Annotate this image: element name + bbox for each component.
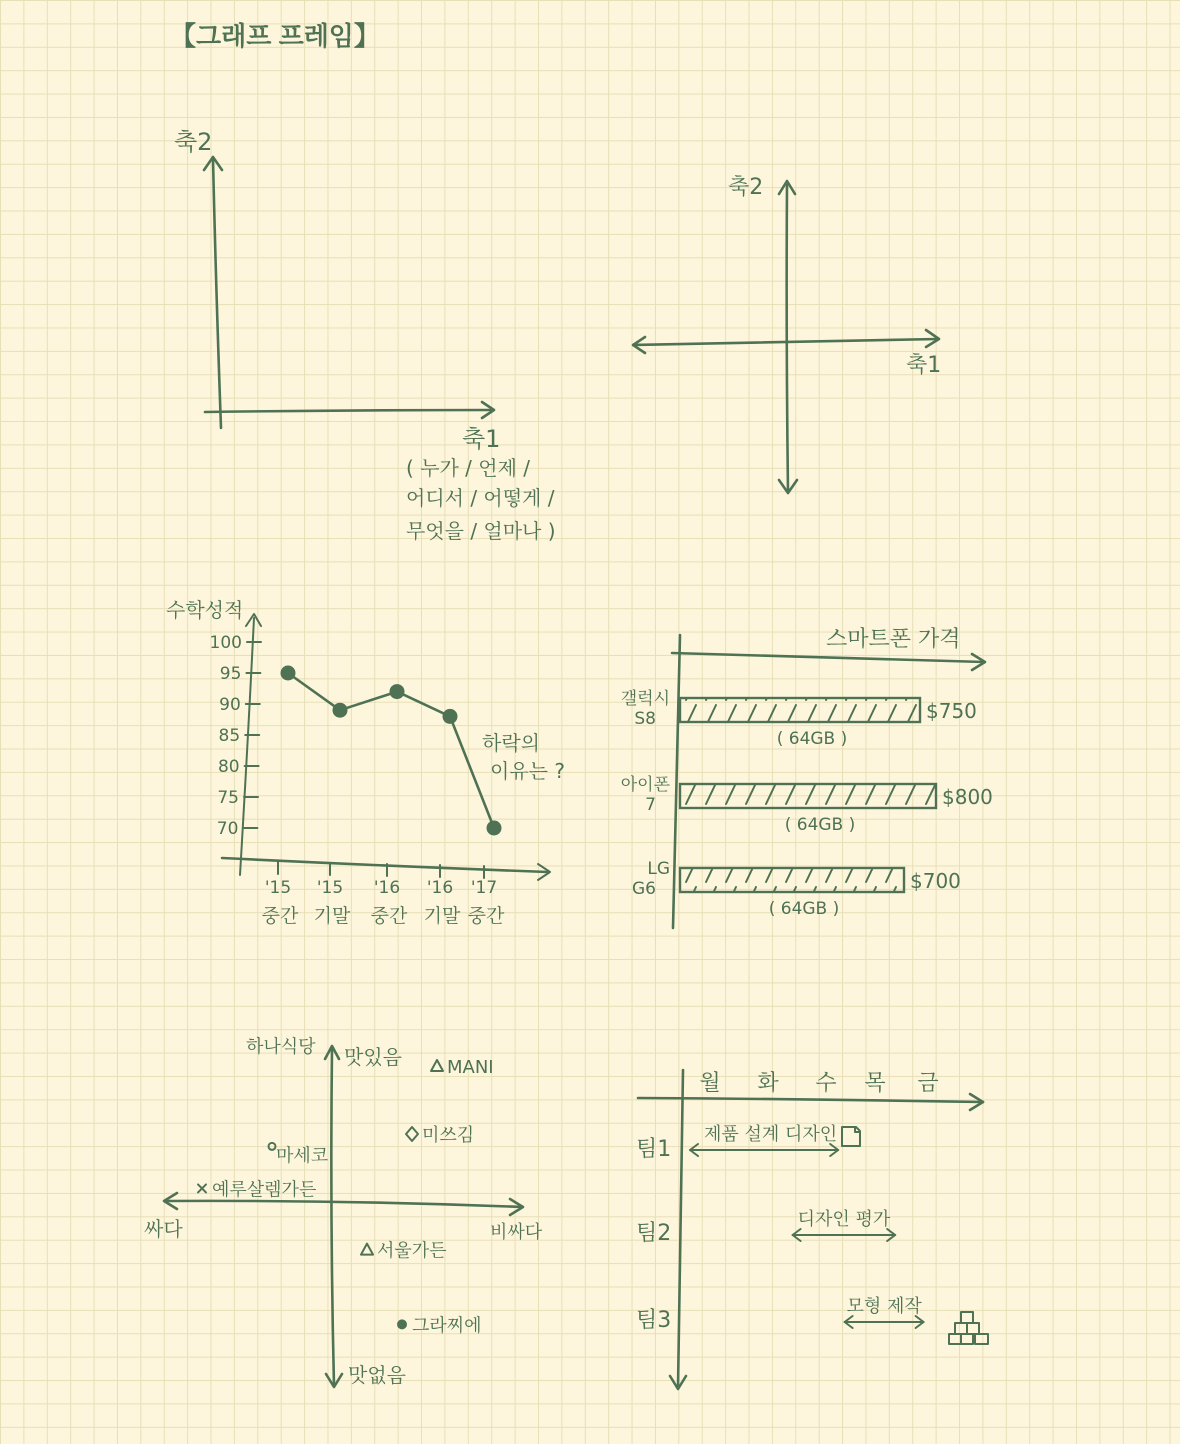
- frame2-x-label: 축1: [906, 353, 942, 378]
- positioning-map-point-label: 서울가든: [377, 1240, 447, 1262]
- timeline-chart: [636, 1070, 988, 1389]
- line-chart-point: [487, 821, 502, 836]
- positioning-map-point-label: 하나식당: [246, 1036, 316, 1058]
- frame1-note-line-1: ( 누가 / 언제 /: [406, 456, 530, 480]
- line-chart-annotation-line-2: 이유는 ?: [490, 759, 565, 783]
- frame1-note-line-2: 어디서 / 어떻게 /: [406, 486, 555, 510]
- positioning-map-x-left-label: 싸다: [144, 1217, 183, 1241]
- timeline-team-label: 팀3: [636, 1308, 672, 1333]
- frame1-x-label: 축1: [462, 425, 501, 453]
- x-tick-year-label: '16: [426, 878, 454, 898]
- bar-category-label-line-1: LG: [647, 859, 670, 879]
- positioning-map: [164, 1037, 523, 1387]
- timeline-task-label: 모형 제작: [846, 1296, 922, 1317]
- timeline-team-label: 팀1: [636, 1137, 672, 1162]
- diamond-marker: [406, 1127, 418, 1141]
- x-marker: [198, 1184, 206, 1192]
- line-chart-annotation-line-1: 하락의: [482, 731, 540, 755]
- positioning-map-x-right-label: 비싸다: [490, 1222, 543, 1243]
- timeline-y-axis: [678, 1070, 683, 1388]
- timeline-task-label: 제품 설계 디자인: [704, 1124, 838, 1145]
- frame1-y-axis: [213, 160, 221, 428]
- timeline-x-axis: [638, 1098, 983, 1102]
- positioning-map-x-axis: [165, 1201, 522, 1207]
- y-tick-label: 80: [217, 757, 240, 777]
- timeline-day-label: 목: [864, 1071, 886, 1096]
- circle-marker: [269, 1143, 276, 1150]
- bar-sublabel: ( 64GB ): [776, 729, 848, 749]
- bar-category-label-line-2: S8: [634, 709, 656, 729]
- document-icon: [842, 1127, 860, 1146]
- x-tick-year-label: '15: [316, 878, 344, 898]
- x-tick-year-label: '16: [373, 878, 401, 898]
- bar-chart-x-axis: [672, 653, 984, 662]
- frame1-axes: [204, 157, 494, 428]
- line-chart-point: [390, 684, 405, 699]
- positioning-map-y-bottom-label: 맛없음: [348, 1363, 406, 1387]
- y-tick-label: 75: [217, 788, 239, 808]
- frame1-x-axis: [205, 410, 492, 412]
- bar-value-label: $700: [910, 869, 961, 893]
- bar-sublabel: ( 64GB ): [784, 815, 856, 835]
- y-tick-label: 85: [218, 726, 241, 746]
- y-tick-label: 95: [219, 664, 242, 684]
- frame2-y-axis: [787, 185, 788, 492]
- line-chart-y-axis: [240, 618, 254, 875]
- x-tick-year-label: '17: [470, 878, 498, 898]
- timeline-team-label: 팀2: [636, 1221, 672, 1246]
- blocks-icon: [949, 1312, 988, 1344]
- frame1-note-line-3: 무엇을 / 얼마나 ): [406, 519, 556, 543]
- timeline-day-label: 월: [699, 1071, 721, 1096]
- bar-category-label-line-1: 갤럭시: [620, 689, 670, 709]
- positioning-map-y-axis: [331, 1048, 334, 1386]
- timeline-day-label: 화: [757, 1071, 779, 1096]
- y-tick-label: 70: [216, 819, 239, 839]
- bar: [680, 868, 904, 892]
- x-tick-term-label: 기말: [423, 905, 461, 927]
- positioning-map-point-label: MANI: [447, 1057, 494, 1078]
- positioning-map-point-label: 예루살렘가든: [212, 1179, 317, 1201]
- x-tick-term-label: 기말: [313, 905, 351, 927]
- x-tick-year-label: '15: [264, 878, 292, 898]
- triangle-marker: [361, 1244, 373, 1255]
- line-chart-point: [333, 703, 348, 718]
- positioning-map-point-label: 그라찌에: [412, 1315, 482, 1337]
- y-tick-label: 90: [219, 695, 241, 715]
- bar-chart-title: 스마트폰 가격: [826, 627, 961, 652]
- x-tick-term-label: 중간: [370, 905, 408, 927]
- line-chart-y-label: 수학성적: [166, 598, 244, 622]
- timeline-day-label: 금: [917, 1071, 939, 1096]
- bar-value-label: $800: [942, 785, 993, 809]
- bar-category-label-line-1: 아이폰: [620, 775, 670, 795]
- x-tick-term-label: 중간: [261, 905, 299, 927]
- bar: [680, 784, 936, 808]
- bar-sublabel: ( 64GB ): [768, 899, 840, 919]
- timeline-day-label: 수: [815, 1071, 837, 1096]
- positioning-map-point-label: 마세코: [276, 1145, 329, 1167]
- bar: [680, 698, 920, 722]
- y-tick-label: 100: [209, 633, 242, 653]
- frame2-axes: [633, 181, 942, 493]
- bar-value-label: $750: [926, 699, 977, 723]
- x-tick-term-label: 중간: [467, 905, 505, 927]
- line-chart-x-axis: [222, 858, 548, 872]
- dot-marker: [397, 1319, 407, 1329]
- line-chart-series-line: [288, 673, 494, 828]
- bar-category-label-line-2: G6: [632, 879, 656, 899]
- line-chart-point: [443, 709, 458, 724]
- line-chart-point: [281, 666, 296, 681]
- page-title: 【그래프 프레임】: [170, 21, 380, 51]
- triangle-marker: [431, 1060, 443, 1071]
- positioning-map-point-label: 미쓰김: [422, 1125, 475, 1146]
- timeline-task-label: 디자인 평가: [797, 1209, 891, 1230]
- bar-category-label-line-2: 7: [645, 795, 656, 815]
- positioning-map-y-top-label: 맛있음: [344, 1045, 402, 1069]
- bar-chart: [621, 635, 993, 928]
- frame1-y-label: 축2: [174, 128, 213, 156]
- frame2-y-label: 축2: [728, 175, 764, 200]
